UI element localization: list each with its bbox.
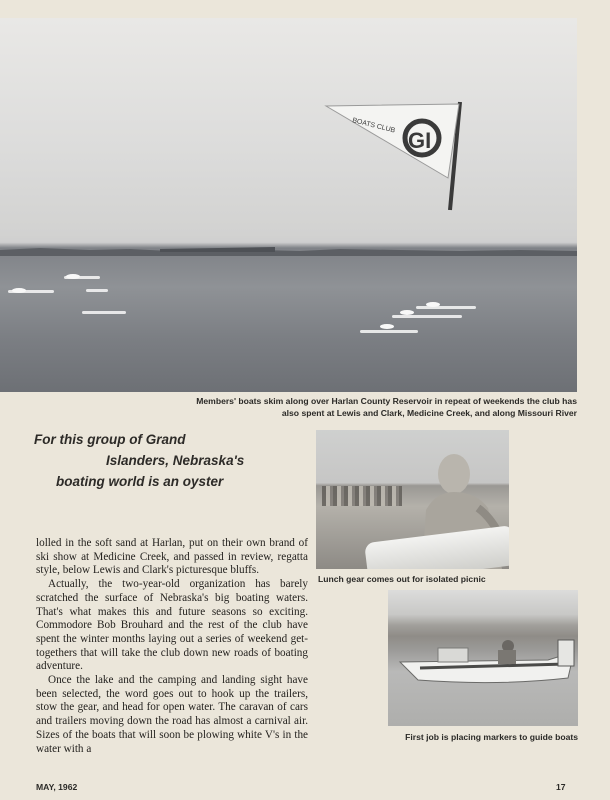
headline-line: Islanders, Nebraska's <box>106 453 245 468</box>
article-body <box>36 537 308 756</box>
boat <box>426 302 440 307</box>
markers-caption: First job is placing markers to guide boats <box>405 732 578 742</box>
body-paragraph: lolled in the soft sand at Harlan, put on their own brand of ski show at Medicine Creek, and passed in review, regatta style, below Lewis and Clark's picturesque bluffs. <box>36 537 308 577</box>
issue-date: MAY, 1962 <box>36 782 78 792</box>
main-photo-caption: Members' boats skim along over Harlan County Reservoir in repeat of weekends the club has also spent at Lewis and Clark, Medicine Creek, and along Missouri River <box>196 396 577 418</box>
boat-wake <box>86 289 108 292</box>
flag-monogram: GI <box>408 128 432 153</box>
boat <box>12 288 26 293</box>
reservoir-photo <box>0 18 577 392</box>
boat <box>400 310 414 315</box>
flag-text: BOATS CLUB <box>351 117 396 135</box>
article-headline <box>34 429 314 492</box>
far-shoreline <box>0 242 577 256</box>
picnic-caption: Lunch gear comes out for isolated picnic <box>318 574 486 584</box>
page-number: 17 <box>556 782 566 792</box>
body-paragraph: Actually, the two-year-old organization has barely scratched the surface of Nebraska's big boating waters. That's what makes this and future seasons so exciting. Commodore Bob Brouhard and the rest of the club have spent the winter months laying out a series of weekend get-togethers that will take the club down new roads of boating adventure. <box>36 578 308 673</box>
headline-line: For this group of Grand <box>34 432 186 447</box>
headline-line: boating world is an oyster <box>56 474 224 489</box>
boat <box>380 324 394 329</box>
club-pennant <box>322 100 492 212</box>
boat-wake <box>360 330 418 333</box>
boat <box>66 274 80 279</box>
picnic-photo <box>316 430 509 569</box>
boat-wake <box>416 306 476 309</box>
speedboat <box>398 638 578 688</box>
body-paragraph: Once the lake and the camping and landing sight have been selected, the word goes out to hook up the trailers, stow the gear, and head for open water. The caravan of cars and trailers moving down the road has almost a carnival air. Sizes of the boats that will soon be plowing white V's in the water with a <box>36 674 308 755</box>
boat-wake <box>392 315 462 318</box>
markers-photo <box>388 590 578 726</box>
boat-wake <box>82 311 126 314</box>
picnic-crowd <box>322 486 402 506</box>
